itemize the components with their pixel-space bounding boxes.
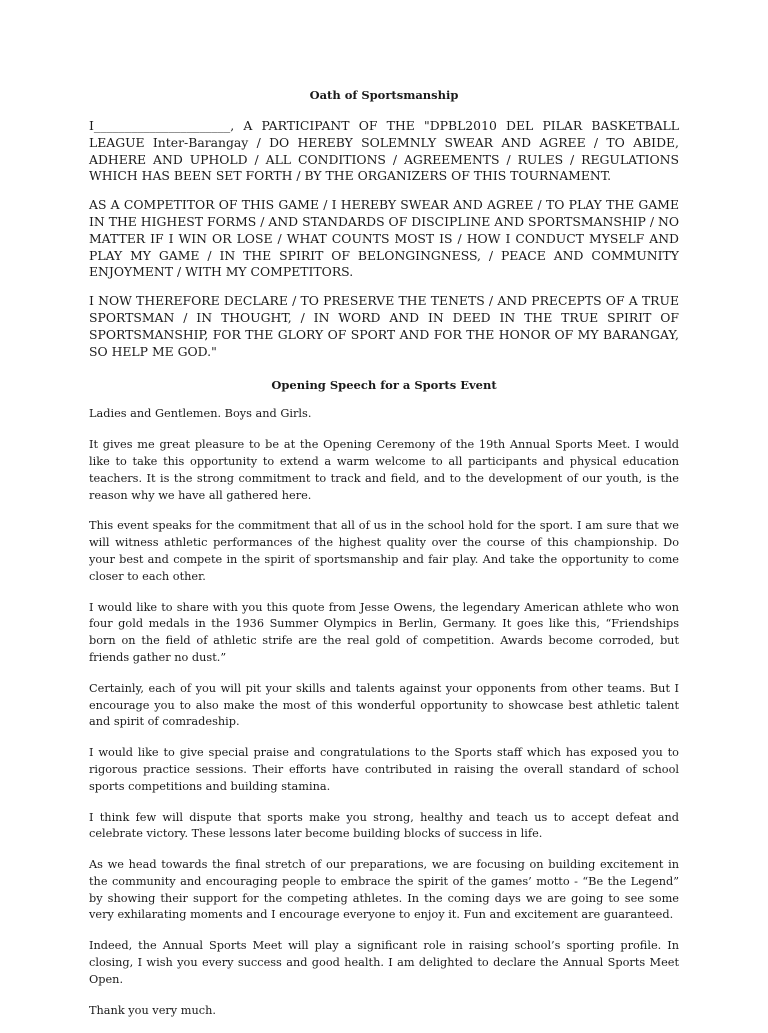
speech-paragraph-6: I would like to give special praise and congratulations to the Sports staff which has exposed you to rigorous practice sessions. Their efforts have contributed in raising the overall standard of school sports competitions and building stamina. bbox=[89, 746, 679, 793]
speech-paragraph-5: Certainly, each of you will pit your skills and talents against your opponents from other teams. But I encourage you to also make the most of this wonderful opportunity to showcase best athletic talent and spirit of comradeship. bbox=[89, 681, 679, 729]
speech-paragraph-2: It gives me great pleasure to be at the Opening Ceremony of the 19th Annual Sports Meet. I would like to take this opportunity to extend a warm welcome to all participants and physical education teachers. It is the strong commitment to track and field, and to the development of our youth, is the reason why we have all gathered here. bbox=[89, 438, 679, 502]
oath-paragraph-2: AS A COMPETITOR OF THIS GAME / I HEREBY SWEAR AND AGREE / TO PLAY THE GAME IN THE HIGHEST FORMS / AND STANDARDS OF DISCIPLINE AND SPORTSMANSHIP / NO MATTER IF I WIN OR LOSE / WHAT COUNTS MOST IS / HOW I CONDUCT MYSELF AND PLAY MY GAME / IN THE SPIRIT OF BELONGINGNESS, / PEACE AND COMMUNITY ENJOYMENT / WITH MY COMPETITORS. bbox=[89, 197, 679, 280]
document-page bbox=[89, 86, 679, 1033]
speech-paragraph-3: This event speaks for the commitment that all of us in the school hold for the sport. I am sure that we will witness athletic performances of the highest quality over the course of this championship. Do your best and compete in the spirit of sportsmanship and fair play. And take the opportunity to come closer to each other. bbox=[89, 519, 679, 583]
oath-paragraph-3: I NOW THEREFORE DECLARE / TO PRESERVE THE TENETS / AND PRECEPTS OF A TRUE SPORTSMAN / IN THOUGHT, / IN WORD AND IN DEED IN THE TRUE SPIRIT OF SPORTSMANSHIP, FOR THE GLORY OF SPORT AND FOR THE HONOR OF MY BARANGAY, SO HELP ME GOD." bbox=[89, 293, 679, 359]
speech-paragraph-1: Ladies and Gentlemen. Boys and Girls. bbox=[89, 407, 312, 421]
speech-paragraph-4: I would like to share with you this quote from Jesse Owens, the legendary American athlete who won four gold medals in the 1936 Summer Olympics in Berlin, Germany. It goes like this, “Friendships born on the field of athletic strife are the real gold of competition. Awards become corroded, but friends gather no dust.” bbox=[89, 600, 679, 664]
speech-paragraph-9: Indeed, the Annual Sports Meet will play a significant role in raising school’s sporting profile. In closing, I wish you every success and good health. I am delighted to declare the Annual Sports Meet Open. bbox=[89, 939, 679, 986]
oath-title: Oath of Sportsmanship bbox=[309, 88, 459, 102]
speech-paragraph-10: Thank you very much. bbox=[89, 1003, 216, 1017]
speech-paragraph-7: I think few will dispute that sports make you strong, healthy and teach us to accept defeat and celebrate victory. These lessons later become building blocks of success in life. bbox=[89, 810, 679, 841]
speech-paragraph-8: As we head towards the final stretch of our preparations, we are focusing on building excitement in the community and encouraging people to embrace the spirit of the games’ motto - “Be the Legend” by showing their support for the competing athletes. In the coming days we are going to see some very exhilarating moments and I encourage everyone to enjoy it. Fun and excitement are guaranteed. bbox=[89, 858, 679, 922]
oath-paragraph-1: I______________________, A PARTICIPANT OF THE "DPBL2010 DEL PILAR BASKETBALL LEAGUE Inter-Barangay / DO HEREBY SOLEMNLY SWEAR AND AGREE / TO ABIDE, ADHERE AND UPHOLD / ALL CONDITIONS / AGREEMENTS / RULES / REGULATIONS WHICH HAS BEEN SET FORTH / BY THE ORGANIZERS OF THIS TOURNAMENT. bbox=[89, 118, 679, 184]
speech-title: Opening Speech for a Sports Event bbox=[271, 378, 497, 393]
